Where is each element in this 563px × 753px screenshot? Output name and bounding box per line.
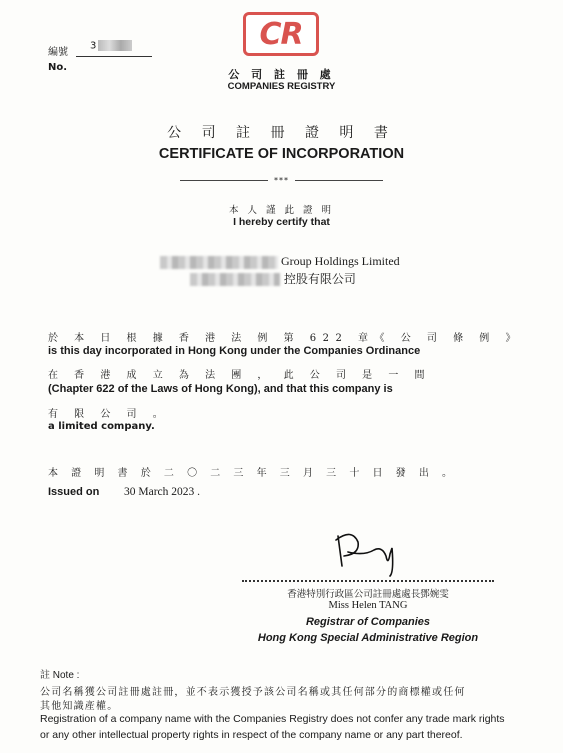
body-line2-zh: 在 香 港 成 立 為 法 團 ， 此 公 司 是 一 間 xyxy=(48,370,432,381)
certify-text-en: I hereby certify that xyxy=(233,216,330,228)
title-divider xyxy=(180,174,383,186)
registrar-region: Hong Kong Special Administrative Region xyxy=(257,632,479,644)
issued-label: Issued on xyxy=(48,486,100,498)
issued-date-zh: 本 證 明 書 於 二 〇 二 三 年 三 月 三 十 日 發 出 。 xyxy=(48,468,458,479)
body-line3-zh: 有 限 公 司 。 xyxy=(48,409,170,420)
divider-line-left xyxy=(180,180,268,181)
redaction-mark xyxy=(98,40,132,51)
serial-number-field xyxy=(76,40,152,57)
divider-stars: *** xyxy=(274,175,289,185)
note-zh-line2: 其他知識產權。 xyxy=(40,701,119,712)
registrar-signature xyxy=(330,526,410,578)
registry-name-en: COMPANIES REGISTRY xyxy=(227,81,336,92)
body-line1-en: is this day incorporated in Hong Kong under the Companies Ordinance xyxy=(48,345,421,357)
signature-line xyxy=(242,580,494,582)
company-name-en xyxy=(160,254,420,269)
serial-label-en: No. xyxy=(48,62,68,73)
note-zh-line1: 公司名稱獲公司註冊處註冊，並不表示獲授予該公司名稱或其任何部分的商標權或任何 xyxy=(40,687,466,698)
redaction-mark xyxy=(160,256,278,269)
certificate-title-zh: 公 司 註 冊 證 明 書 xyxy=(167,125,396,141)
company-name-zh xyxy=(190,270,410,287)
body-line1-zh: 於 本 日 根 據 香 港 法 例 第 622 章《 公 司 條 例 》 xyxy=(48,333,522,344)
body-line3-en: a limited company. xyxy=(48,421,155,432)
registrar-name: Miss Helen TANG xyxy=(328,600,408,611)
certificate-title-en: CERTIFICATE OF INCORPORATION xyxy=(158,146,405,162)
registrar-title-zh: 香港特別行政區公司註冊處處長鄧婉雯 xyxy=(287,589,449,600)
redaction-mark xyxy=(190,273,280,286)
divider-line-right xyxy=(295,180,383,181)
note-en-line2: or any other intellectual property rights in respect of the company name or any part thereof. xyxy=(40,729,463,741)
registrar-role: Registrar of Companies xyxy=(305,616,431,628)
company-name-zh-visible: 控股有限公司 xyxy=(283,272,356,286)
note-en-line1: Registration of a company name with the Companies Registry does not confer any trade mark rights xyxy=(40,713,505,725)
registry-name-zh: 公 司 註 冊 處 xyxy=(228,68,335,81)
certify-text-zh: 本 人 謹 此 證 明 xyxy=(228,205,335,216)
serial-label-zh: 編號 xyxy=(48,47,68,58)
serial-number-visible: 3 xyxy=(90,40,97,52)
note-label: 註 Note : xyxy=(40,670,80,681)
companies-registry-logo xyxy=(243,12,319,56)
body-line2-en: (Chapter 622 of the Laws of Hong Kong), and that this company is xyxy=(48,383,393,395)
issued-date: 30 March 2023 . xyxy=(124,486,201,498)
company-name-en-visible: Group Holdings Limited xyxy=(281,254,400,268)
logo-text: CR xyxy=(259,16,303,52)
